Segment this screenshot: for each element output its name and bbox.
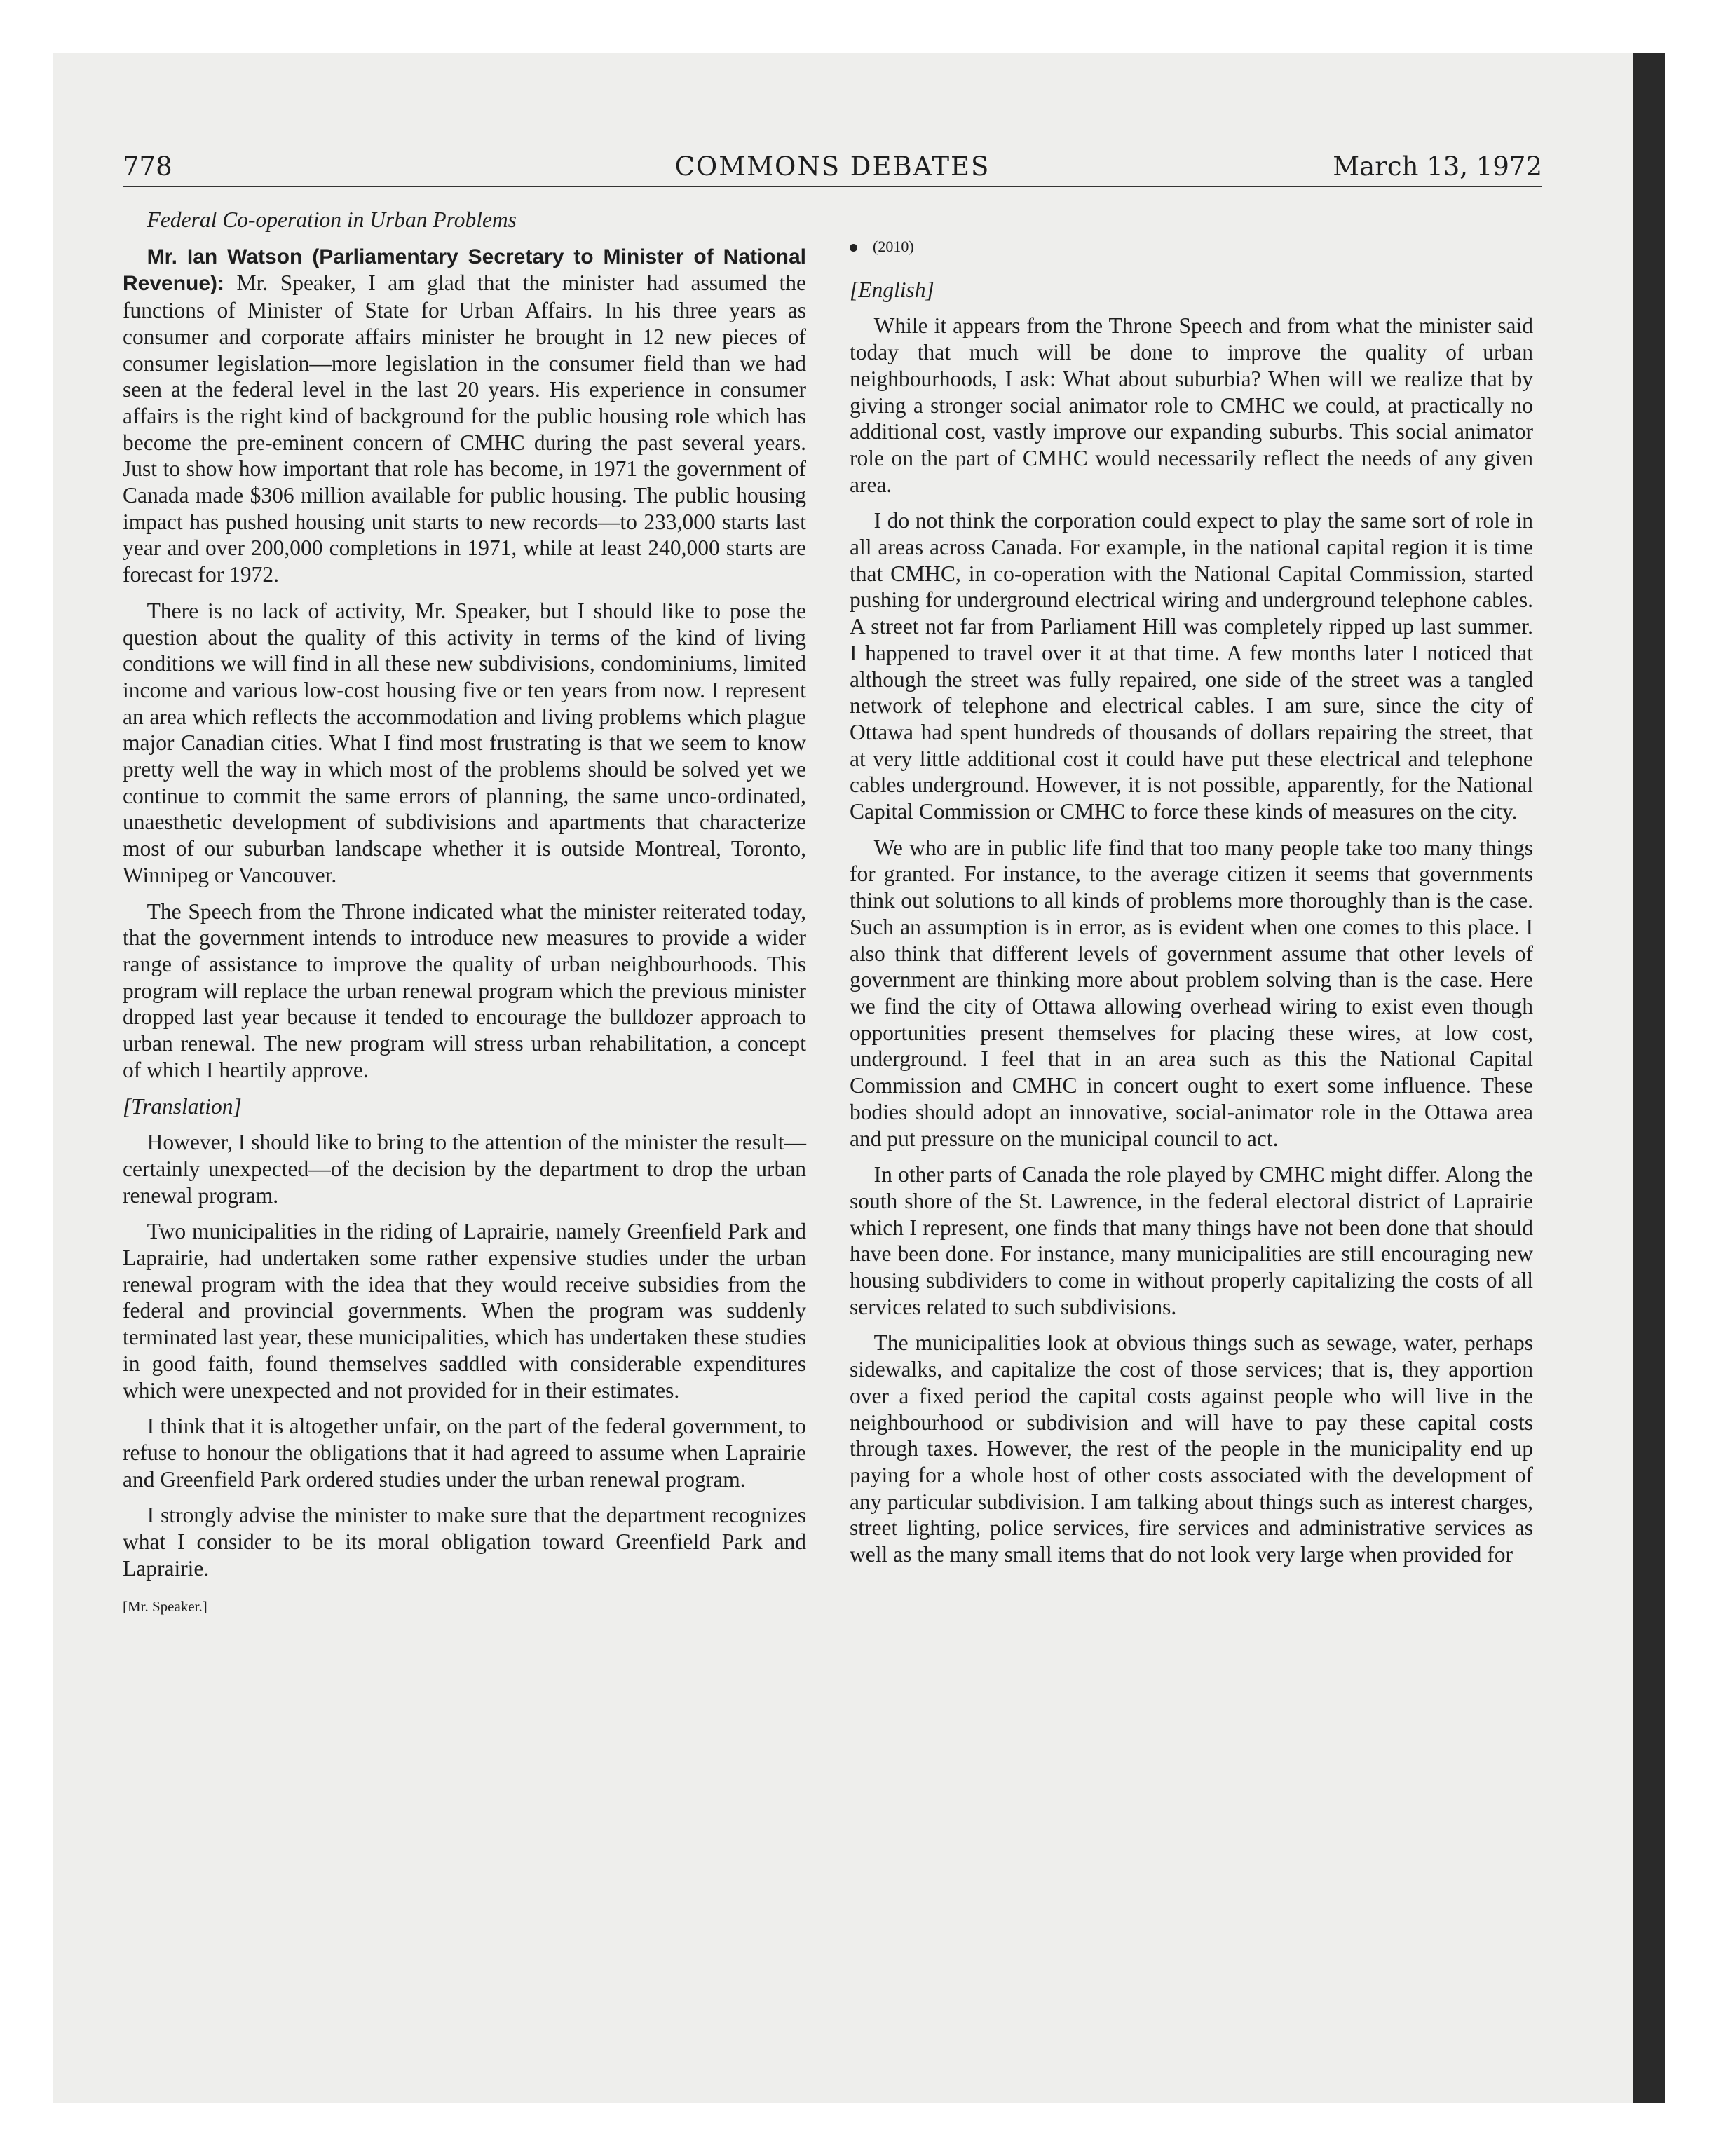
paragraph: I think that it is altogether unfair, on the part of the federal government, to refuse to honour the obligations that it had agreed to assume when Laprairie and Greenfield Park ordered studies under the urban renewal program.: [123, 1414, 806, 1492]
paragraph-text: Mr. Speaker, I am glad that the minister had assumed the functions of Minister of State for Urban Affairs. In his three years as consumer and corporate affairs minister he brought in 12 new pieces of consumer legislation—more legislation in the consumer field than we had seen at the federal level in the last 20 years. His experience in consumer affairs is the right kind of background for the public housing role which has become the pre-eminent concern of CMHC during the past several years. Just to show how important that role has become, in 1971 the government of Canada made $306 million available for public housing. The public housing impact has pushed housing unit starts to new records—to 233,000 starts last year and over 200,000 completions in 1971, while at least 240,000 starts are forecast for 1972.: [123, 271, 806, 587]
paragraph: The municipalities look at obvious things such as sewage, water, perhaps sidewalks, and capitalize the cost of those services; that is, they apportion over a fixed period the capital costs against people who will live in the neighbourhood or subdivision and will have to pay these capital costs through taxes. However, the rest of the people in the municipality end up paying for a whole host of other costs associated with the development of any particular subdivision. I am talking about things such as interest charges, street lighting, police services, fire services and administrative services as well as the many small items that do not look very large when provided for: [850, 1330, 1533, 1567]
paragraph: Two municipalities in the riding of Laprairie, namely Greenfield Park and Laprairie, had undertaken some rather expensive studies under the urban renewal program with the idea that they would receive subsidies from the federal and provincial governments. When the program was suddenly terminated last year, these municipalities, which has undertaken these studies in good faith, found themselves saddled with considerable expenditures which were unexpected and not provided for in their estimates.: [123, 1219, 806, 1403]
page-header: [123, 144, 1542, 187]
scan-edge-bar: [1633, 53, 1665, 2103]
paragraph: In other parts of Canada the role played by CMHC might differ. Along the south shore of the St. Lawrence, in the federal electoral district of Laprairie which I represent, one finds that many things have not been done that should have been done. For instance, many municipalities are still encouraging new housing subdividers to come in without properly capitalizing the costs of all services related to such subdivisions.: [850, 1162, 1533, 1319]
paragraph: I strongly advise the minister to make sure that the department recognizes what I consider to be its moral obligation toward Greenfield Park and Laprairie.: [123, 1503, 806, 1581]
time-marker-text: (2010): [873, 238, 914, 255]
time-marker: [850, 233, 1533, 260]
paragraph: I do not think the corporation could expect to play the same sort of role in all areas across Canada. For example, in the national capital region it is time that CMHC, in co-operation with the National Capital Commission, started pushing for underground electrical wiring and underground telephone cables. A street not far from Parliament Hill was completely ripped up last summer. I happened to travel over it at that time. A few months later I noticed that although the street was fully repaired, one side of the street was a tangled network of telephone and electrical cables. I am sure, since the city of Ottawa had spent hundreds of thousands of dollars repairing the street, that at very little additional cost it could have put these electrical and telephone cables underground. However, it is not possible, apparently, for the National Capital Commission or CMHC to force these kinds of measures on the city.: [850, 508, 1533, 824]
translation-label: [Translation]: [123, 1093, 242, 1119]
paragraph: There is no lack of activity, Mr. Speaker, but I should like to pose the question about the quality of this activity in terms of the kind of living conditions we will find in all these new subdivisions, condominiums, limited income and various low-cost housing five or ten years from now. I represent an area which reflects the accommodation and living problems which plague major Canadian cities. What I find most frustrating is that we seem to know pretty well the way in which most of the problems should be solved yet we continue to commit the same errors of planning, the same unco-ordinated, unaesthetic development of subdivisions and apartments that characterize most of our suburban landscape whether it is outside Montreal, Toronto, Winnipeg or Vancouver.: [123, 598, 806, 887]
publication-date: March 13, 1972: [1333, 151, 1542, 182]
bullet-dot-icon: [850, 244, 857, 252]
footer-note: [Mr. Speaker.]: [123, 1598, 207, 1616]
paragraph: We who are in public life find that too many people take too many things for granted. For instance, to the average citizen it seems that governments think out solutions to all kinds of problems more thoroughly than is the case. Such an assumption is in error, as is evident when one comes to this place. I also think that different levels of government assume that other levels of government are thinking more about problem solving than is the case. Here we find the city of Ottawa allowing overhead wiring to exist even though opportunities present themselves for placing these wires, at low cost, underground. I feel that in an area such as this the National Capital Commission and CMHC in concert ought to exert some influence. These bodies should adopt an innovative, social-animator role in the Ottawa area and put pressure on the municipal council to act.: [850, 835, 1533, 1151]
paragraph: While it appears from the Throne Speech and from what the minister said today that much will be done to improve the quality of urban neighbourhoods, I ask: What about suburbia? When will we realize that by giving a stronger social animator role to CMHC we could, at practically no additional cost, vastly improve our expanding suburbs. This social animator role on the part of CMHC would necessarily reflect the needs of any given area.: [850, 313, 1533, 497]
publication-title: COMMONS DEBATES: [674, 151, 991, 182]
right-column: [850, 207, 1533, 1578]
speaker-name: Mr. Ian Watson (Parliamentary Secretary to Minister of National Revenue):: [123, 245, 806, 296]
paragraph: However, I should like to bring to the attention of the minister the result—certainly unexpected—of the decision by the department to drop the urban renewal program.: [123, 1130, 806, 1208]
paragraph: The Speech from the Throne indicated what the minister reiterated today, that the government intends to introduce new measures to provide a wider range of assistance to improve the quality of urban neighbourhoods. This program will replace the urban renewal program which the previous minister dropped last year because it tended to encourage the bulldozer approach to urban renewal. The new program will stress urban rehabilitation, a concept of which I heartily approve.: [123, 899, 806, 1082]
english-label: [English]: [850, 277, 934, 302]
paragraph: [123, 243, 806, 588]
section-subheading: Federal Co-operation in Urban Problems: [147, 207, 517, 232]
left-column: [123, 207, 806, 1621]
page-number: 778: [123, 151, 172, 182]
